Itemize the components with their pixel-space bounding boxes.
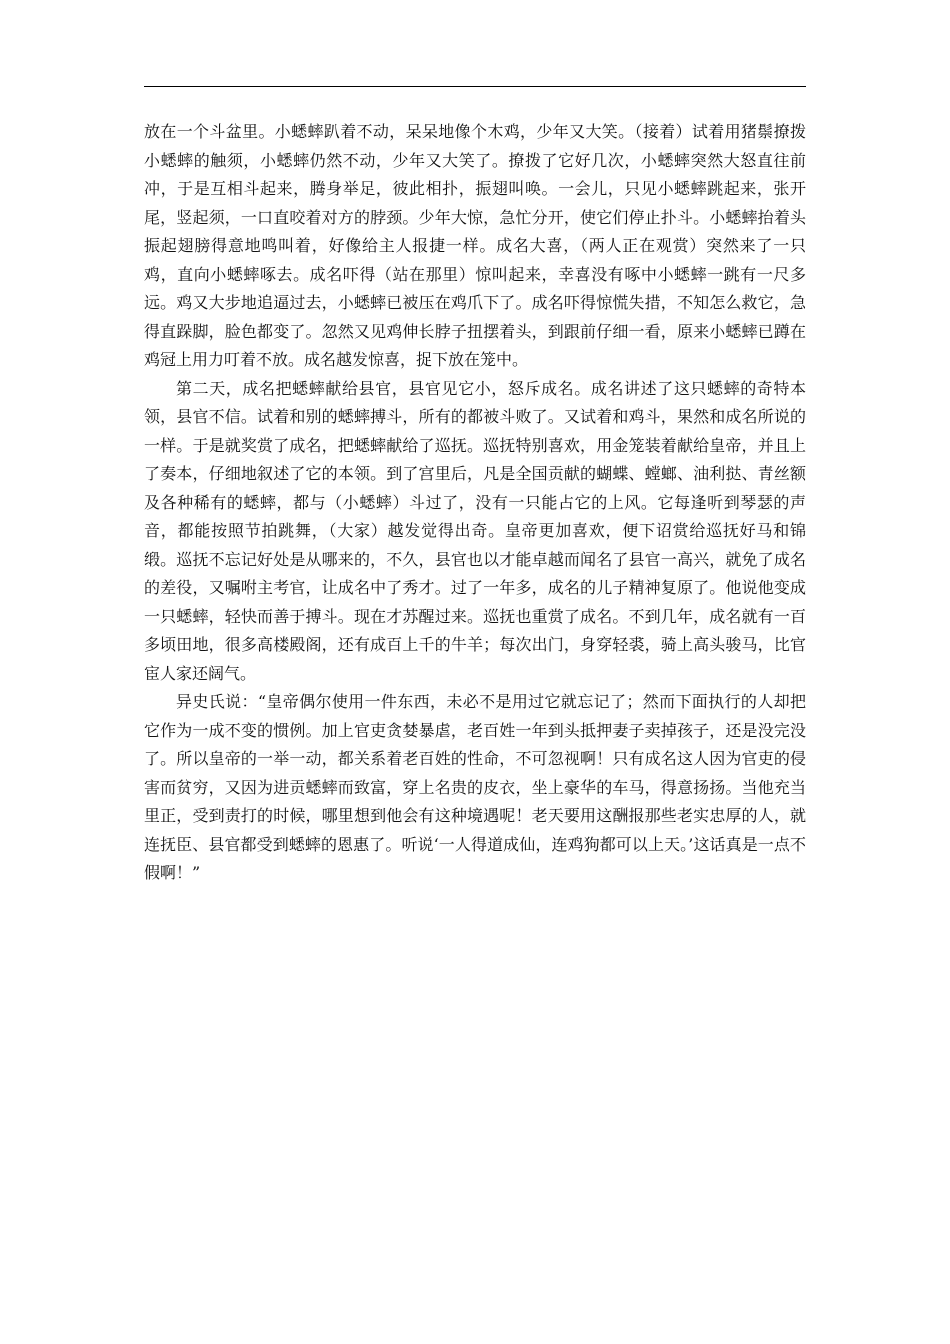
body-text	[144, 118, 806, 888]
header-rule	[144, 86, 806, 87]
paragraph-second-day: 第二天，成名把蟋蟀献给县官，县官见它小，怒斥成名。成名讲述了这只蟋蟀的奇特本领，县官不信。试着和别的蟋蟀搏斗，所有的都被斗败了。又试着和鸡斗，果然和成名所说的一样。于是就奖赏了成名，把蟋蟀献给了巡抚。巡抚特别喜欢，用金笼装着献给皇帝，并且上了奏本，仔细地叙述了它的本领。到了宫里后，凡是全国贡献的蝴蝶、螳螂、油利挞、青丝额及各种稀有的蟋蟀，都与（小蟋蟀）斗过了，没有一只能占它的上风。它每逢听到琴瑟的声音，都能按照节拍跳舞，（大家）越发觉得出奇。皇帝更加喜欢，便下诏赏给巡抚好马和锦缎。巡抚不忘记好处是从哪来的，不久，县官也以才能卓越而闻名了县官一高兴，就免了成名的差役，又嘱咐主考官，让成名中了秀才。过了一年多，成名的儿子精神复原了。他说他变成一只蟋蟀，轻快而善于搏斗。现在才苏醒过来。巡抚也重赏了成名。不到几年，成名就有一百多顷田地，很多高楼殿阁，还有成百上千的牛羊；每次出门，身穿轻裘，骑上高头骏马，比官宦人家还阔气。	[144, 378, 806, 683]
paragraph-continued: 放在一个斗盆里。小蟋蟀趴着不动，呆呆地像个木鸡，少年又大笑。（接着）试着用猪鬃撩拨小蟋蟀的触须，小蟋蟀仍然不动，少年又大笑了。撩拨了它好几次，小蟋蟀突然大怒直往前冲，于是互相斗起来，腾身举足，彼此相扑，振翅叫唤。一会儿，只见小蟋蟀跳起来，张开尾，竖起须，一口直咬着对方的脖颈。少年大惊，急忙分开，使它们停止扑斗。小蟋蟀抬着头振起翅膀得意地鸣叫着，好像给主人报捷一样。成名大喜，（两人正在观赏）突然来了一只鸡，直向小蟋蟀啄去。成名吓得（站在那里）惊叫起来，幸喜没有啄中小蟋蟀一跳有一尺多远。鸡又大步地追逼过去，小蟋蟀已被压在鸡爪下了。成名吓得惊慌失措，不知怎么救它，急得直跺脚，脸色都变了。忽然又见鸡伸长脖子扭摆着头，到跟前仔细一看，原来小蟋蟀已蹲在鸡冠上用力叮着不放。成名越发惊喜，捉下放在笼中。	[144, 122, 806, 369]
paragraph-yishishi: 异史氏说：“皇帝偶尔使用一件东西，未必不是用过它就忘记了；然而下面执行的人却把它作为一成不变的惯例。加上官吏贪婪暴虐，老百姓一年到头抵押妻子卖掉孩子，还是没完没了。所以皇帝的一举一动，都关系着老百姓的性命，不可忽视啊！只有成名这人因为官吏的侵害而贫穷，又因为进贡蟋蟀而致富，穿上名贵的皮衣，坐上豪华的车马，得意扬扬。当他充当里正，受到责打的时候，哪里想到他会有这种境遇呢！老天要用这酬报那些老实忠厚的人，就连抚臣、县官都受到蟋蟀的恩惠了。听说‘一人得道成仙，连鸡狗都可以上天。’这话真是一点不假啊！”	[144, 692, 806, 882]
